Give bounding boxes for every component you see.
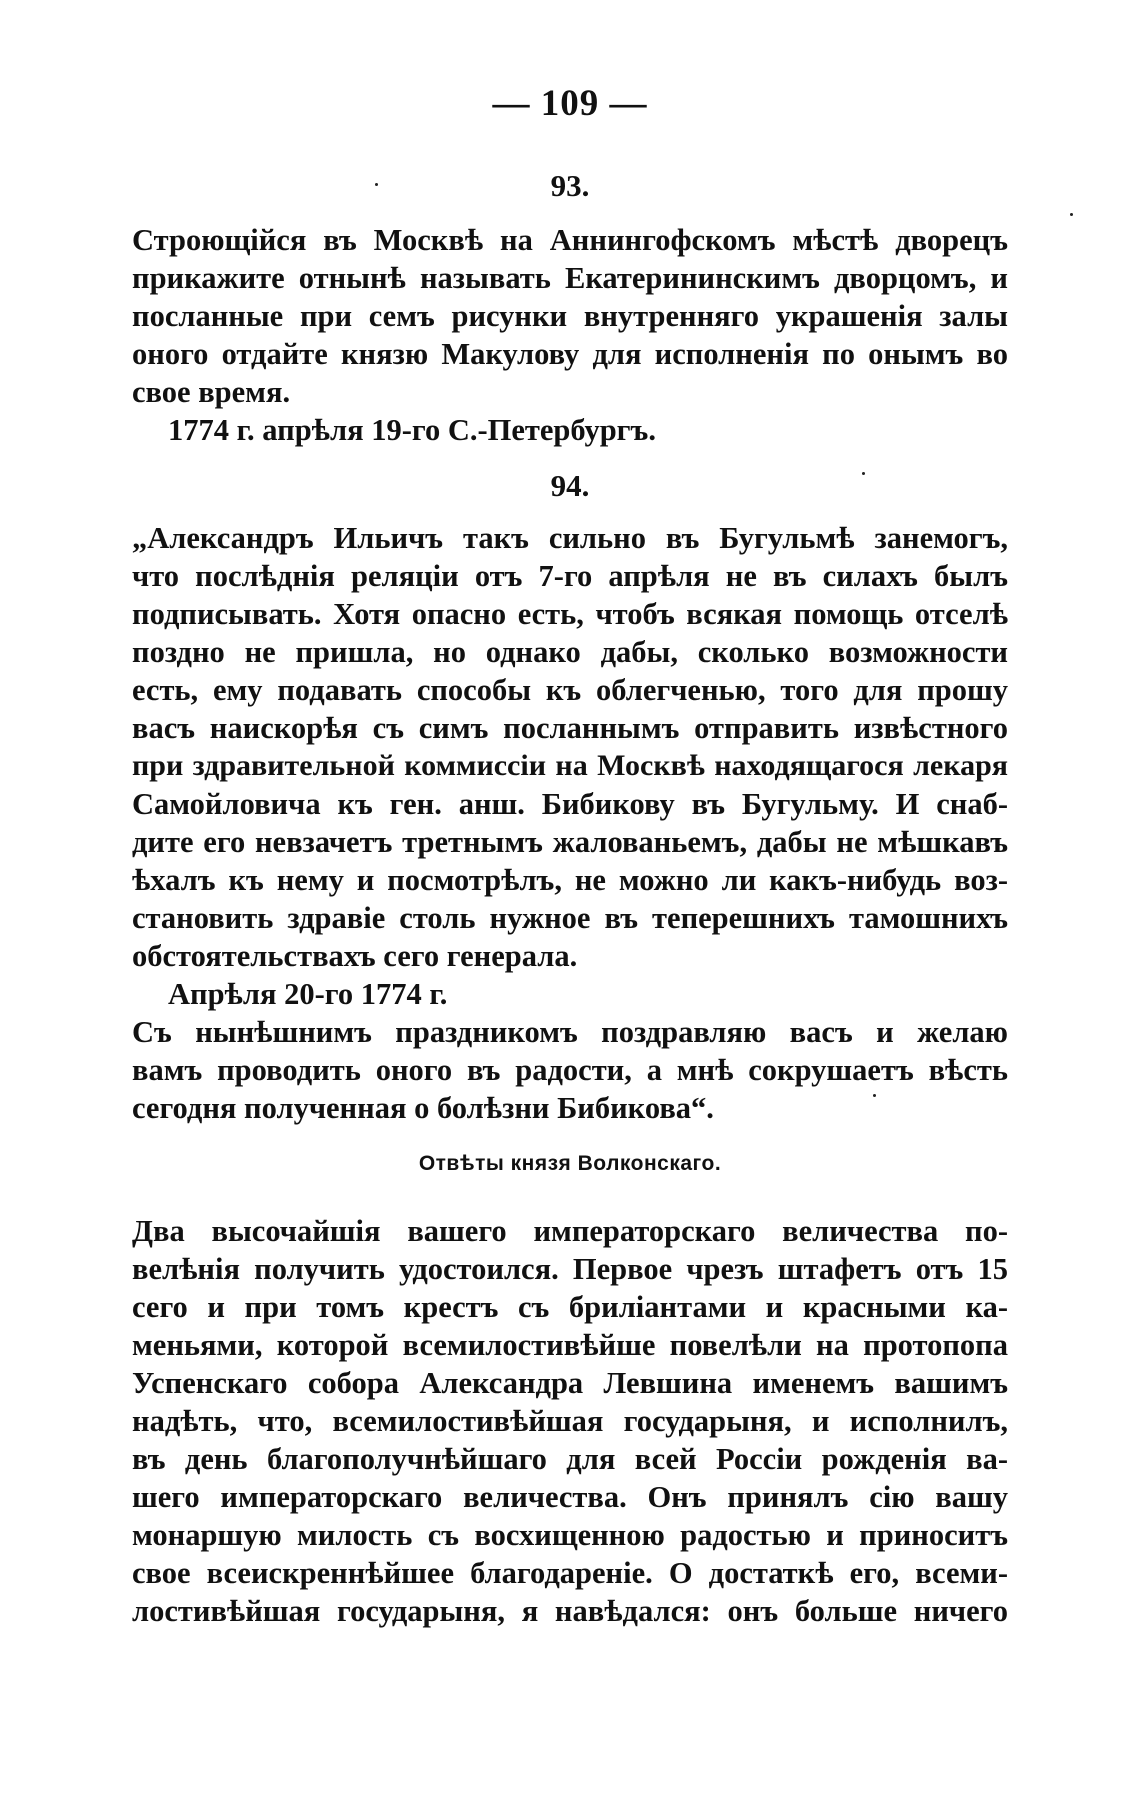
text-line: Два высочайшія вашего императорскаго величества по- [132,1214,1008,1248]
text-line: при здравительной коммиссіи на Москвѣ находящагося лекаря [132,749,1008,782]
text-line: ѣхалъ къ нему и посмотрѣлъ, не можно ли какъ-нибудь воз- [132,863,1008,897]
text-line: Успенскаго собора Александра Левшина именемъ вашимъ [132,1366,1008,1400]
text-line: меньями, которой всемилостивѣйше повелѣли на протопопа [132,1328,1008,1362]
postscript-line: сегодня полученная о болѣзни Бибикова“. [132,1091,714,1125]
answers-section [132,1152,1008,1176]
print-speck [1070,213,1073,216]
entry-93-date: 1774 г. апрѣля 19-го С.-Петербургъ. [168,413,656,447]
entry-94-heading: 94. [550,468,590,503]
postscript-line: вамъ проводить оного въ радости, а мнѣ сокрушаетъ вѣсть [132,1053,1008,1087]
text-line: дите его невзачетъ третнымъ жалованьемъ, дабы не мѣшкавъ [132,825,1008,859]
text-line: свое время. [132,375,291,409]
text-line: посланные при семъ рисунки внутренняго украшенія залы [132,299,1008,333]
entry-94-body [132,519,1008,1127]
text-line: Строющійся въ Москвѣ на Аннингофскомъ мѣстѣ дворецъ [132,223,1008,257]
text-line: подписывать. Хотя опасно есть, чтобъ всякая помощь отселѣ [132,597,1008,631]
text-line: надѣть, что, всемилостивѣйшая государыня, и исполнилъ, [132,1404,1008,1438]
print-speck [862,472,865,475]
text-line: есть, ему подавать способы къ облегченью, того для прошу [132,673,1008,707]
print-speck [375,183,378,186]
text-line: оного отдайте князю Макулову для исполненія по онымъ во [132,337,1008,371]
text-line: поздно не пришла, но однако дабы, сколько возможности [132,635,1008,669]
postscript-line: Съ нынѣшнимъ праздникомъ поздравляю васъ и желаю [132,1015,1008,1049]
entry-93 [132,168,1008,204]
text-line: Самойловича къ ген. анш. Бибикову въ Бугульму. И снаб- [132,787,1008,821]
print-speck [873,1094,876,1097]
text-line: монаршую милость съ восхищенною радостью и приноситъ [132,1518,1008,1552]
section-title: Отвѣты князя Волконскаго. [418,1152,722,1175]
text-line: свое всеискреннѣйшее благодареніе. О достаткѣ его, всеми- [132,1556,1008,1590]
entry-94-date: Апрѣля 20-го 1774 г. [168,977,448,1011]
answers-body [132,1212,1008,1630]
entry-93-body [132,221,1008,449]
text-line: прикажите отнынѣ называть Екатерининскимъ дворцомъ, и [132,261,1008,295]
text-line: что послѣднія реляціи отъ 7-го апрѣля не въ силахъ былъ [132,559,1008,593]
text-line: въ день благополучнѣйшаго для всей Россіи рожденія ва- [132,1442,1008,1476]
text-line: велѣнія получить удостоился. Первое чрезъ штафетъ отъ 15 [132,1252,1008,1286]
text-line: васъ наискорѣя съ симъ посланнымъ отправить извѣстного [132,711,1008,745]
text-line: лостивѣйшая государыня, я навѣдался: онъ больше ничего [132,1594,1008,1628]
text-line: шего императорскаго величества. Онъ принялъ сію вашу [132,1480,1008,1514]
entry-94 [132,468,1008,504]
entry-93-heading: 93. [550,168,590,203]
text-line: сего и при томъ крестъ съ бриліантами и красными ка- [132,1290,1008,1324]
page-number: — 109 — [492,83,648,124]
text-line: „Александръ Ильичъ такъ сильно въ Бугульмѣ занемогъ, [132,521,1008,555]
text-line: становить здравіе столь нужное въ теперешнихъ тамошнихъ [132,901,1008,935]
text-line: обстоятельствахъ сего генерала. [132,939,578,973]
